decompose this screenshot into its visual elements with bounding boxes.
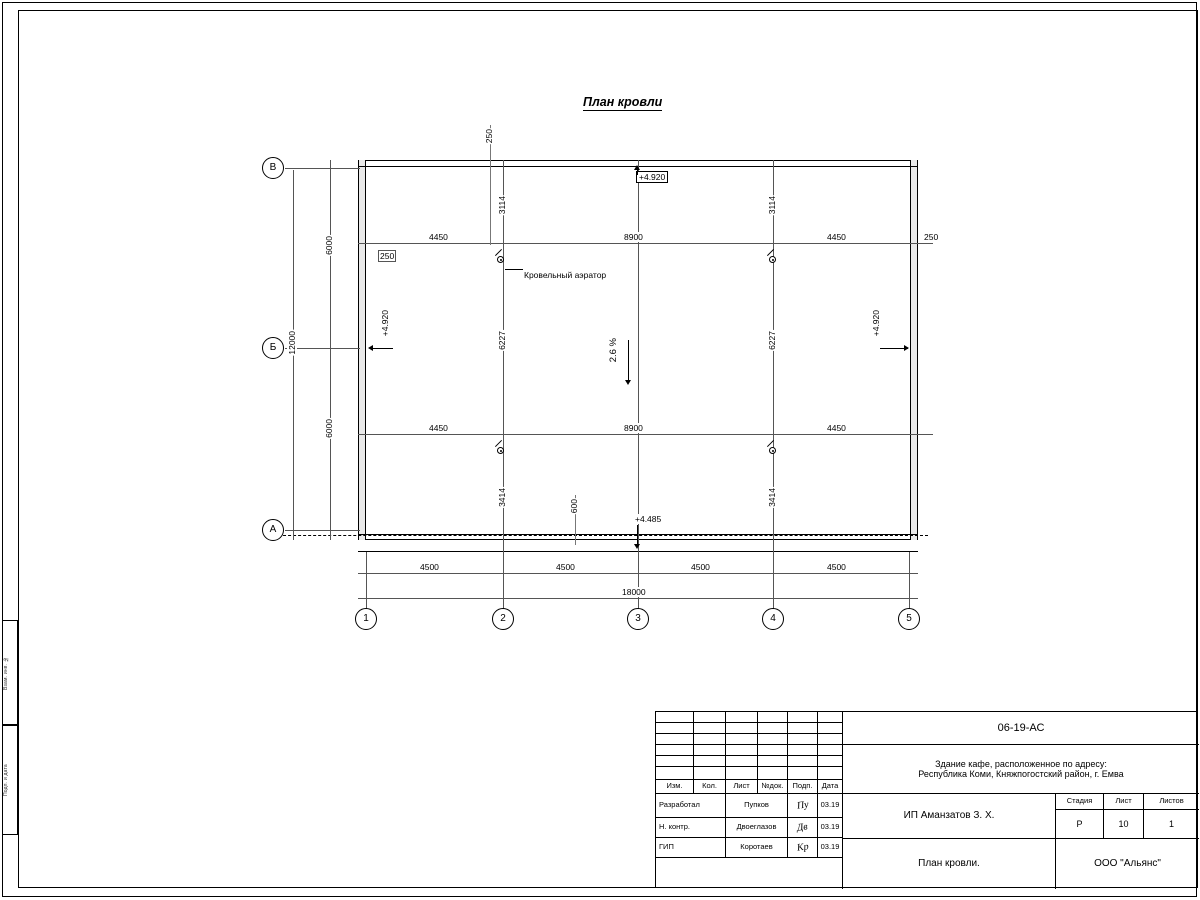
elevation-bottom-leader (637, 525, 638, 545)
elevation-left-leader (371, 348, 393, 349)
page-title: План кровли (583, 95, 663, 109)
elevation-top: +4.920 (636, 171, 668, 183)
elevation-bottom: +4.485 (635, 514, 662, 524)
grid-line-top-inner (358, 243, 933, 244)
axis-marker-v-3: А (262, 519, 284, 541)
aerator-marker-4 (769, 447, 776, 454)
side-stamp-podp: Подп. и дата (2, 725, 18, 835)
axis-a-dash-line (268, 535, 928, 536)
elevation-bottom-arrow (634, 544, 640, 549)
revision-col-3 (726, 712, 758, 780)
axis-marker-v-2: Б (262, 337, 284, 359)
grid-line-3 (638, 160, 639, 552)
parapet-left (358, 160, 366, 540)
dim-horizontal-1: 4500 (420, 562, 439, 572)
object-line-1: Здание кафе, расположенное по адресу: (935, 758, 1107, 769)
elevation-right-arrow (904, 345, 909, 351)
dim-v-6227-right: 6227 (767, 331, 777, 350)
elevation-top-leader (637, 169, 638, 175)
axis-v-line-a (285, 530, 360, 531)
role-date-2: 03.19 (818, 818, 843, 838)
axis-marker-v-1: В (262, 157, 284, 179)
axis-h-line-4 (773, 552, 774, 612)
title-block (655, 711, 1198, 888)
sheets-header: Листов (1144, 794, 1199, 810)
dim-v-3414-left: 3414 (497, 488, 507, 507)
document-code: 06-19-АС (843, 712, 1199, 745)
object-description (843, 745, 1199, 794)
role-label-2: Н. контр. (656, 818, 726, 838)
elevation-left: +4.920 (380, 310, 390, 337)
axis-h-line-5 (909, 552, 910, 612)
aerator-callout-line (505, 269, 523, 270)
side-stamp-vzam: Взам. инв. № (2, 620, 18, 725)
signature-glyph-3: Кр (795, 841, 810, 854)
aerator-marker-1 (497, 256, 504, 263)
revision-col-6 (818, 712, 843, 780)
aerator-marker-3 (497, 447, 504, 454)
dim-v-3114-right: 3114 (767, 196, 777, 215)
axis-marker-h-2: 2 (492, 608, 514, 630)
company-name: ООО "Альянс" (1094, 858, 1161, 870)
dim-chain-vertical (330, 160, 331, 540)
dim-inner-bottom-1: 4450 (429, 423, 448, 433)
column-header-podp: Подп. (788, 780, 818, 794)
slope-label: 2.6 % (608, 338, 619, 363)
role-signature-3 (788, 838, 818, 858)
grid-line-bottom-inner (358, 434, 933, 435)
role-signature-1 (788, 794, 818, 818)
dim-vertical-1: 6000 (324, 236, 334, 255)
elevation-right: +4.920 (871, 310, 881, 337)
sheet-value: 10 (1104, 810, 1144, 839)
signature-glyph-2: Дв (796, 821, 809, 834)
role-label-1: Разработал (656, 794, 726, 818)
axis-marker-h-1: 1 (355, 608, 377, 630)
sheet-name: План кровли. (843, 839, 1056, 889)
dim-vertical-total: 12000 (287, 331, 297, 355)
revision-footer (656, 858, 843, 889)
sheet-header: Лист (1104, 794, 1144, 810)
role-date-1: 03.19 (818, 794, 843, 818)
axis-h-line-3 (638, 552, 639, 612)
column-header-data: Дата (818, 780, 843, 794)
dim-horizontal-3: 4500 (691, 562, 710, 572)
dim-parapet-600: 600 (569, 499, 579, 514)
role-name-3: Коротаев (726, 838, 788, 858)
dim-vertical-2: 6000 (324, 419, 334, 438)
slope-arrow-head (625, 380, 631, 385)
stage-value: Р (1056, 810, 1104, 839)
revision-col-4 (758, 712, 788, 780)
revision-col-1 (656, 712, 694, 780)
dim-v-3414-right: 3414 (767, 488, 777, 507)
parapet-right (910, 160, 918, 540)
dim-inner-top-4: 250 (924, 232, 939, 242)
dim-inner-top-1: 4450 (429, 232, 448, 242)
dim-inner-bottom-2: 8900 (624, 423, 643, 433)
axis-v-line-b (285, 168, 360, 169)
revision-col-2 (694, 712, 726, 780)
axis-marker-h-5: 5 (898, 608, 920, 630)
dim-horizontal-total: 18000 (622, 587, 646, 597)
role-name-2: Двоеглазов (726, 818, 788, 838)
slope-arrow-line (628, 340, 629, 382)
axis-h-line-2 (503, 552, 504, 612)
dim-horizontal-4: 4500 (827, 562, 846, 572)
dim-v-3114-left: 3114 (497, 196, 507, 215)
axis-h-line-1 (366, 552, 367, 612)
elevation-left-arrow (368, 345, 373, 351)
column-header-kol: Кол. (694, 780, 726, 794)
signature-glyph-1: Пу (795, 799, 810, 812)
object-line-2: Республика Коми, Княжпогостский район, г. Емва (918, 769, 1124, 779)
column-header-list: Лист (726, 780, 758, 794)
dim-top-offset: 250 (484, 129, 494, 144)
aerator-label: Кровельный аэратор (524, 270, 607, 280)
dim-inner-top-3: 4450 (827, 232, 846, 242)
role-signature-2 (788, 818, 818, 838)
role-name-1: Пупков (726, 794, 788, 818)
dim-v-6227-left: 6227 (497, 331, 507, 350)
role-date-3: 03.19 (818, 838, 843, 858)
axis-marker-h-4: 4 (762, 608, 784, 630)
axis-marker-h-3: 3 (627, 608, 649, 630)
aerator-marker-2 (769, 256, 776, 263)
customer-name: ИП Аманзатов З. Х. (843, 794, 1056, 839)
stage-header: Стадия (1056, 794, 1104, 810)
dim-inner-top-2: 8900 (624, 232, 643, 242)
column-header-izm: Изм. (656, 780, 694, 794)
column-header-ndok: №док. (758, 780, 788, 794)
dim-horizontal-2: 4500 (556, 562, 575, 572)
role-label-3: ГИП (656, 838, 726, 858)
dim-inner-bottom-3: 4450 (827, 423, 846, 433)
revision-col-5 (788, 712, 818, 780)
dim-left-offset: 250 (380, 251, 395, 261)
sheets-value: 1 (1144, 810, 1199, 839)
